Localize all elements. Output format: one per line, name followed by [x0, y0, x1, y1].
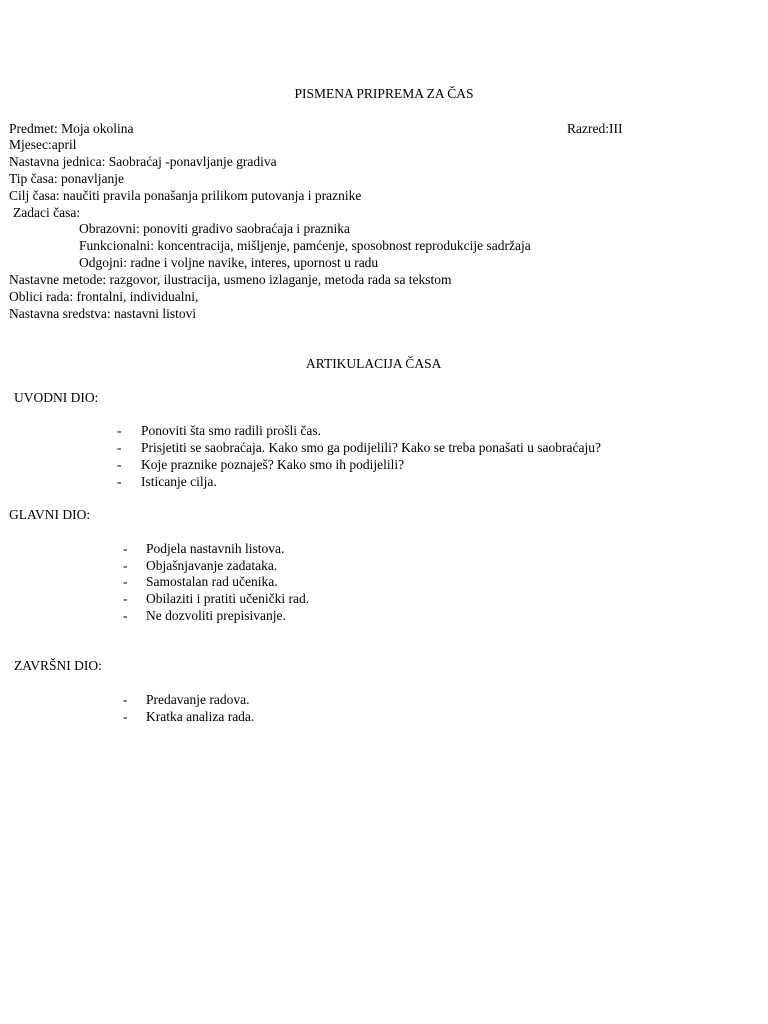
list-item: Prisjetiti se saobraćaja. Kako smo ga podijelili? Kako se treba ponašati u saobraćaju? [141, 440, 601, 455]
list-bullet: - [117, 423, 122, 438]
articulation-title: ARTIKULACIJA ČASA [306, 356, 442, 371]
list-bullet: - [117, 457, 122, 472]
list-item: Samostalan rad učenika. [146, 574, 278, 589]
list-bullet: - [123, 608, 128, 623]
list-item: Ne dozvoliti prepisivanje. [146, 608, 286, 623]
list-bullet: - [123, 692, 128, 707]
list-item: Ponoviti šta smo radili prošli čas. [141, 423, 321, 438]
teaching-aids-line: Nastavna sredstva: nastavni listovi [9, 306, 197, 321]
intro-section-heading: UVODNI DIO: [14, 390, 99, 405]
lesson-goal-line: Cilj časa: naučiti pravila ponašanja prilikom putovanja i praznike [9, 188, 362, 203]
list-bullet: - [123, 541, 128, 556]
teaching-methods-line: Nastavne metode: razgovor, ilustracija, usmeno izlaganje, metoda rada sa tekstom [9, 272, 452, 287]
subject-line: Predmet: Moja okolina [9, 121, 134, 136]
list-item: Predavanje radova. [146, 692, 250, 707]
list-bullet: - [123, 709, 128, 724]
list-item: Kratka analiza rada. [146, 709, 255, 724]
month-line: Mjesec:april [9, 137, 77, 152]
upbringing-task-line: Odgojni: radne i voljne navike, interes, upornost u radu [79, 255, 379, 270]
lesson-type-line: Tip časa: ponavljanje [9, 171, 124, 186]
list-item: Podjela nastavnih listova. [146, 541, 285, 556]
work-forms-line: Oblici rada: frontalni, individualni, [9, 289, 199, 304]
list-bullet: - [117, 474, 122, 489]
list-item: Koje praznike poznaješ? Kako smo ih podijelili? [141, 457, 405, 472]
list-item: Obilaziti i pratiti učenički rad. [146, 591, 310, 606]
lesson-unit-line: Nastavna jednica: Saobraćaj -ponavljanje gradiva [9, 154, 277, 169]
educational-task-line: Obrazovni: ponoviti gradivo saobraćaja i praznika [79, 221, 351, 236]
grade-line: Razred:III [567, 121, 623, 136]
list-bullet: - [117, 440, 122, 455]
list-bullet: - [123, 558, 128, 573]
final-section-heading: ZAVRŠNI DIO: [14, 658, 102, 673]
lesson-tasks-line: Zadaci časa: [13, 205, 81, 220]
document-title: PISMENA PRIPREMA ZA ČAS [294, 86, 474, 101]
main-section-heading: GLAVNI DIO: [9, 507, 91, 522]
list-bullet: - [123, 591, 128, 606]
list-item: Objašnjavanje zadataka. [146, 558, 278, 573]
list-item: Isticanje cilja. [141, 474, 217, 489]
list-bullet: - [123, 574, 128, 589]
functional-task-line: Funkcionalni: koncentracija, mišljenje, pamćenje, sposobnost reprodukcije sadržaja [79, 238, 531, 253]
